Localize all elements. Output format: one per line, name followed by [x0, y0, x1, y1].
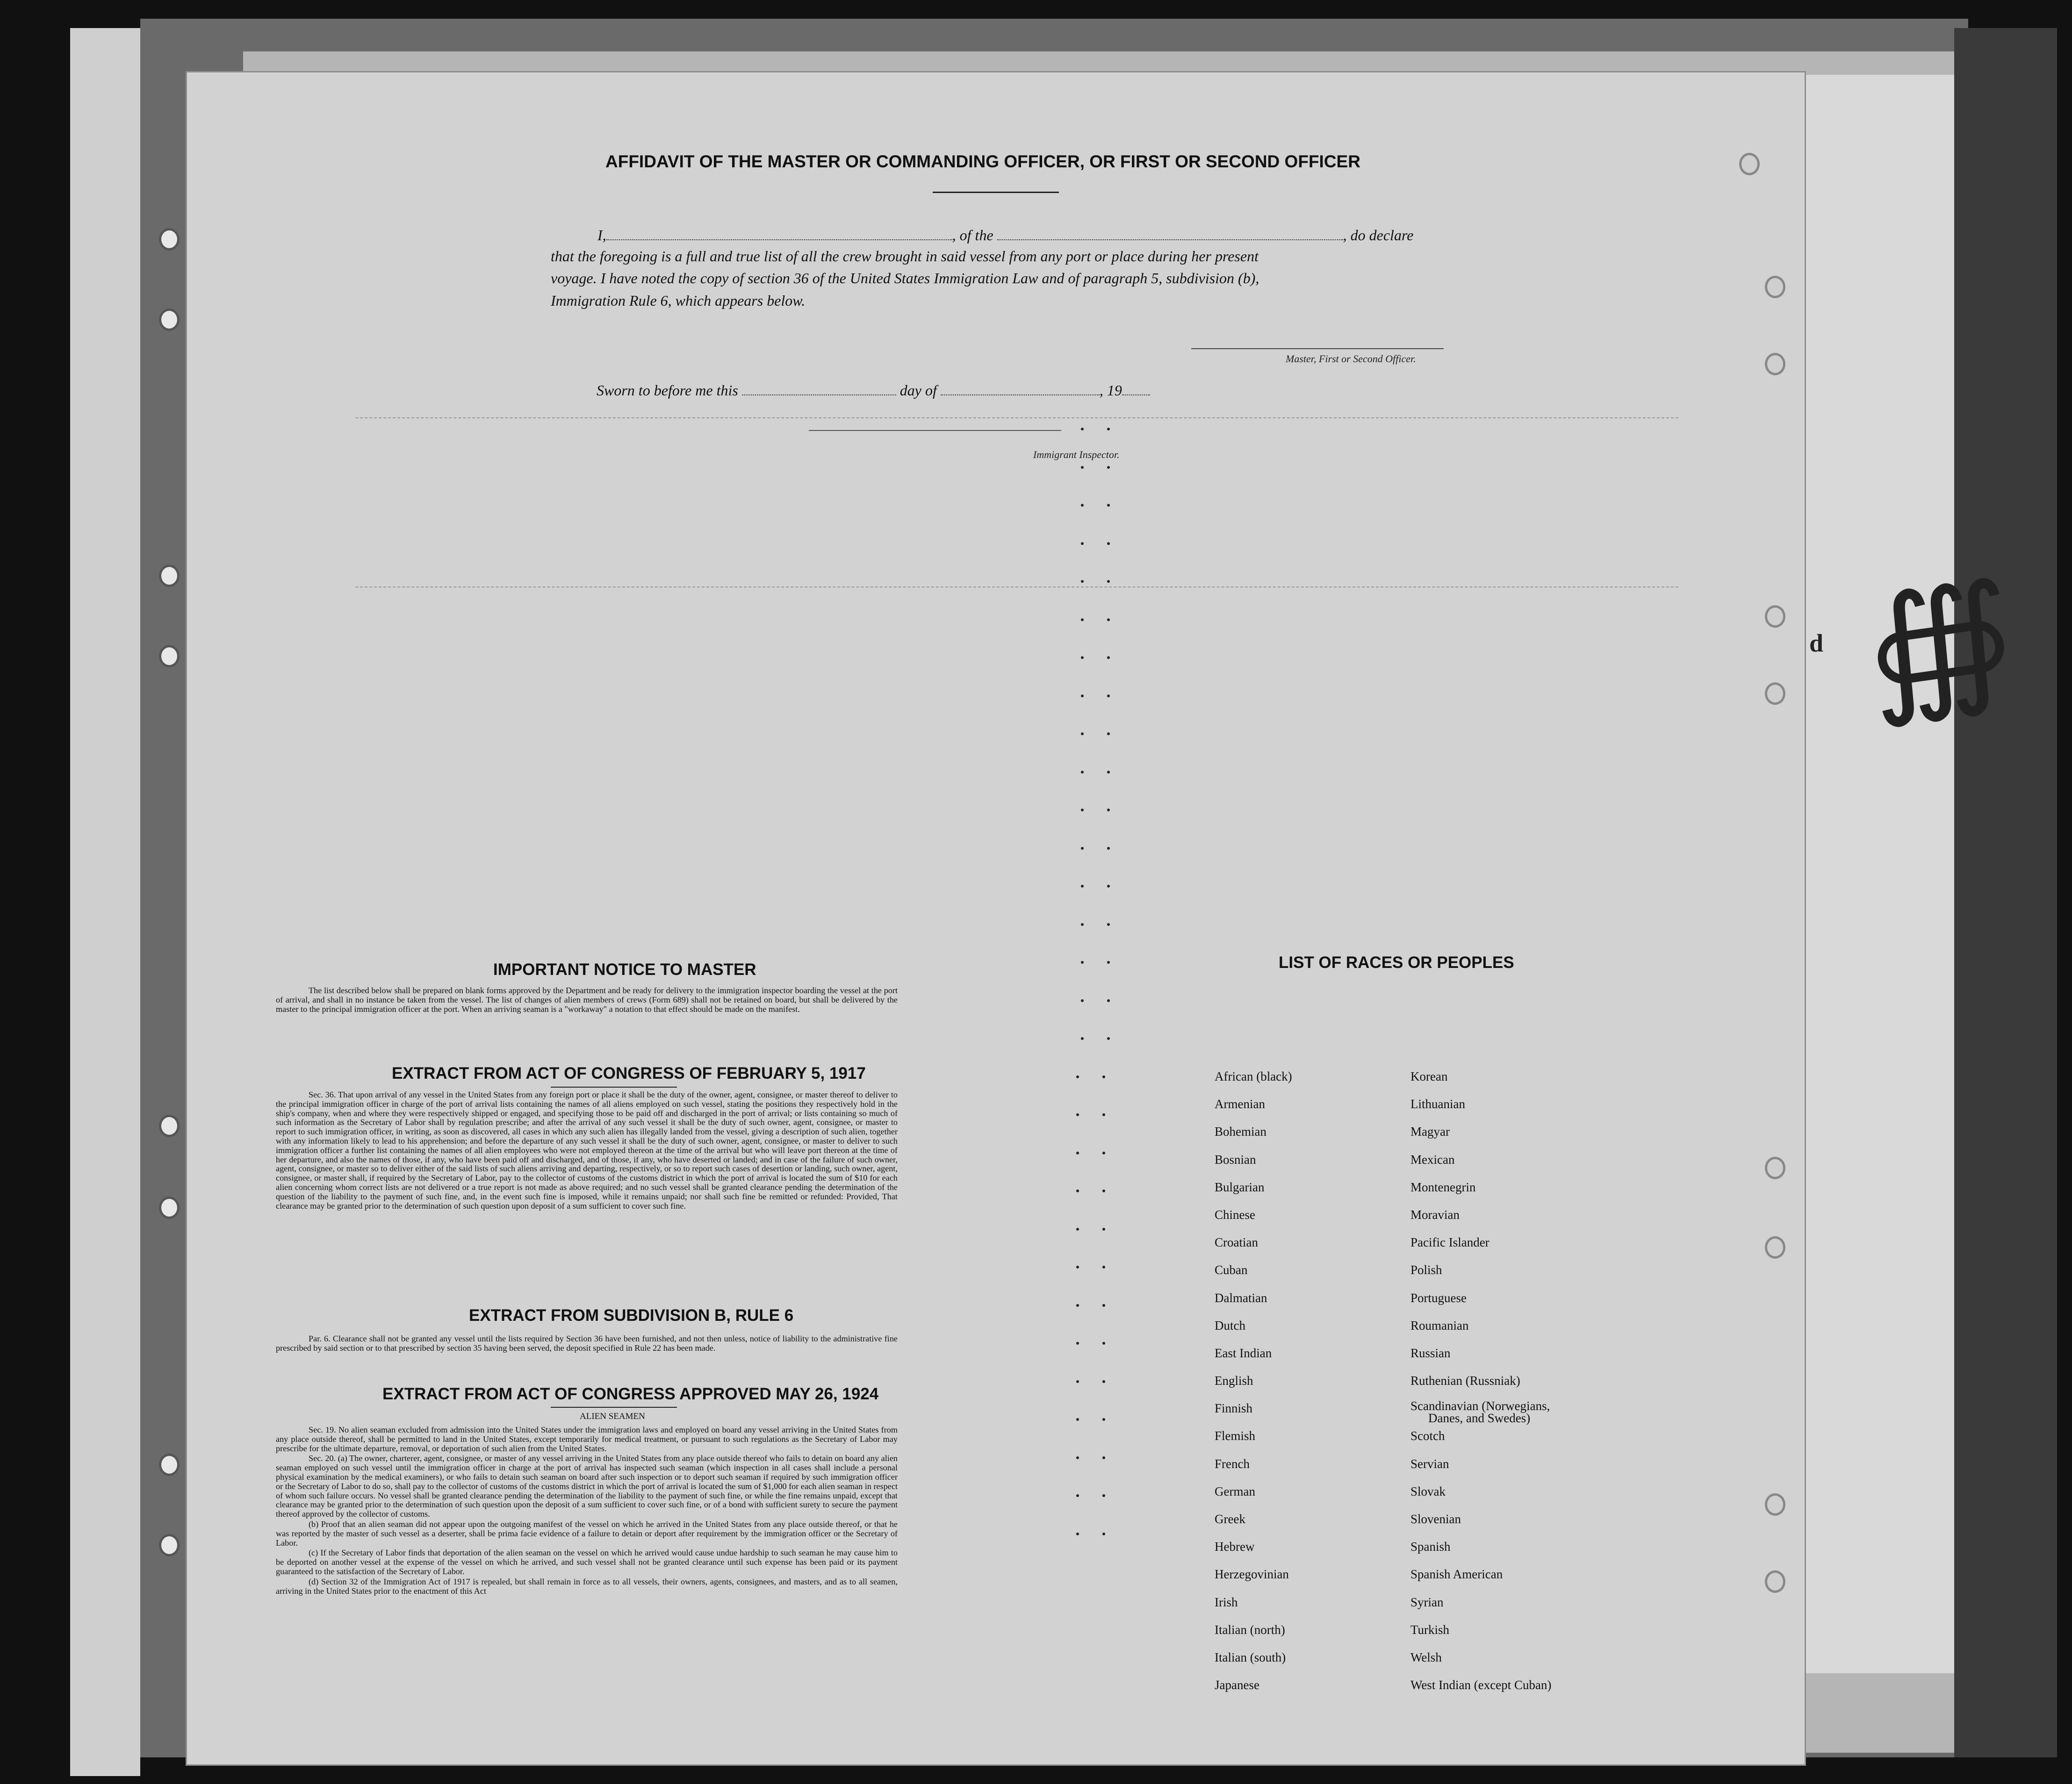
sec-20d-paragraph: (d) Section 32 of the Immigration Act of 1917 is repealed, but shall remain in force as to all vessels, their owners, agents, consignees, and masters, and as to all seamen, arriving in the United States prior to the enactment of this Act [276, 1576, 898, 1596]
race-item: Cuban [1215, 1263, 1248, 1277]
dot-mark [1107, 695, 1110, 697]
dot-mark [1102, 1456, 1105, 1459]
dot-mark [1107, 504, 1110, 507]
binder-hole [159, 1534, 180, 1556]
alien-seamen-subtitle: ALIEN SEAMEN [580, 1411, 645, 1421]
binder-hole [159, 645, 180, 667]
dot-mark [1081, 847, 1084, 850]
sec-20b-paragraph: (b) Proof that an alien seaman did not appear upon the outgoing manifest of the vessel on which he arrived in the United States from any place outside thereof, or that he was reported by the master of such vessel as a deserter, shall be prima facie evidence of a failure to detain or deport after requirement by the immigration officer or the Secretary of Labor. [276, 1519, 898, 1548]
day-blank[interactable] [742, 381, 896, 395]
dot-mark [1102, 1342, 1105, 1345]
underlying-sheet-edge [1800, 75, 1956, 1673]
of-the-label: , of the [952, 226, 993, 244]
binder-hole [159, 228, 180, 251]
race-item: French [1215, 1456, 1250, 1471]
faint-rule [355, 417, 1678, 418]
page-hole [1765, 1157, 1785, 1179]
notice-title: IMPORTANT NOTICE TO MASTER [493, 960, 756, 979]
race-item: Chinese [1215, 1207, 1255, 1222]
race-item: Herzegovinian [1215, 1567, 1289, 1582]
race-item: Dalmatian [1215, 1290, 1267, 1305]
dot-mark [1081, 999, 1084, 1002]
race-item: Slovenian [1410, 1512, 1461, 1526]
dot-mark [1081, 618, 1084, 621]
race-item: Irish [1215, 1595, 1238, 1609]
dot-mark [1076, 1189, 1079, 1192]
race-item: German [1215, 1484, 1255, 1498]
month-blank[interactable] [941, 381, 1100, 395]
dot-mark [1081, 466, 1084, 469]
dot-mark [1107, 999, 1110, 1002]
dot-mark [1107, 618, 1110, 621]
race-item: Russian [1410, 1346, 1451, 1360]
dot-mark [1102, 1418, 1105, 1421]
dot-mark [1107, 1037, 1110, 1040]
races-column-1 [1215, 1068, 1292, 1704]
extract-1917-paragraph: Sec. 36. That upon arrival of any vessel in the United States from any foreign port or place it shall be the duty of the owner, agent, consignee, or master thereof to deliver to the principal immigration officer in charge of the port of arrival lists containing the names of all aliens employed on such vessel, stating the positions they respectively hold in the ship's company, when and where they were respectively shipped or engaged, and specifying those to be paid off and discharged in the port of arrival; or lists containing so much of such information as the Secretary of Labor shall by regulation prescribe; and after the arrival of any such vessel it shall be the duty of such owner, agent, consignee, or master to report to such immigration officer, in writing, as soon as discovered, all cases in which any such alien has illegally landed from the vessel, giving a description of such alien, together with any information likely to lead to his apprehension; and before the departure of any such vessel it shall be the duty of such owner, agent, consignee, or master to deliver to such immigration officer a further list containing the names of all alien employees who were not employed thereon at the time of the arrival but who will leave port thereon at the time of her departure, and also the names of those, if any, who have been paid off and discharged, and of those, if any, who have deserted or landed; and in case of the failure of such owner, agent, consignee, or master so to deliver either of the said lists of such aliens arriving and departing, respectively, or so to report such cases of desertion or landing, such owner, agent, consignee, or master shall, if required by the Secretary of Labor, pay to the collector of customs of the customs district in which the port of arrival is located the sum of $10 for each alien concerning whom correct lists are not delivered or a true report is not made as above required; and no such vessel shall be granted clearance pending the determination of the question of the liability to the payment of such fine, and, in the event such fine is imposed, while it remains unpaid; nor shall such fine be remitted or refunded: Provided, That clearance may be granted prior to the determination of such question upon deposit of a sum sufficient to cover such fine. [276, 1090, 898, 1211]
i-label: I, [597, 226, 606, 244]
race-item: Scotch [1410, 1429, 1445, 1443]
dot-mark [1102, 1304, 1105, 1307]
dot-mark [1076, 1380, 1079, 1383]
extract-1917-title: EXTRACT FROM ACT OF CONGRESS OF FEBRUARY 5, 1917 [392, 1064, 866, 1082]
race-item: Roumanian [1410, 1318, 1469, 1333]
race-item: Scandinavian (Norwegians, Danes, and Swedes) [1410, 1400, 1551, 1427]
dot-mark [1076, 1075, 1079, 1078]
dot-mark [1107, 923, 1110, 926]
dot-mark [1081, 961, 1084, 964]
race-item: Flemish [1215, 1429, 1256, 1443]
race-item: English [1215, 1374, 1253, 1388]
dot-mark [1107, 656, 1110, 659]
race-item: Montenegrin [1410, 1180, 1476, 1194]
races-column-2 [1410, 1068, 1551, 1704]
page-hole [1765, 1236, 1785, 1259]
sworn-prefix: Sworn to before me this [597, 381, 738, 399]
race-item-continuation: Danes, and Swedes) [1428, 1411, 1531, 1426]
dot-mark [1102, 1152, 1105, 1154]
race-item: Ruthenian (Russniak) [1410, 1374, 1520, 1388]
race-item: Korean [1410, 1069, 1448, 1083]
dot-mark [1081, 504, 1084, 507]
race-item: Finnish [1215, 1401, 1253, 1416]
title-rule [933, 192, 1059, 193]
extract-1924-text [276, 1426, 898, 1597]
race-item: Magyar [1410, 1125, 1450, 1139]
dot-mark [1107, 732, 1110, 735]
extract-1917-rule [551, 1087, 677, 1088]
dot-mark [1107, 428, 1110, 430]
sworn-line [597, 381, 1150, 399]
dot-mark [1076, 1304, 1079, 1307]
inspector-signature-line[interactable] [809, 430, 1061, 431]
side-mark: d [1809, 629, 1824, 657]
race-item: Turkish [1410, 1622, 1450, 1637]
dot-mark [1102, 1189, 1105, 1192]
dot-mark [1107, 580, 1110, 583]
dot-mark [1076, 1228, 1079, 1231]
race-item: Armenian [1215, 1097, 1265, 1111]
dot-mark [1076, 1113, 1079, 1116]
dot-mark [1102, 1533, 1105, 1535]
page-hole [1765, 276, 1785, 298]
dot-mark [1076, 1456, 1079, 1459]
dot-mark [1107, 885, 1110, 888]
form-page [187, 72, 1805, 1764]
page-hole [1765, 605, 1785, 628]
race-item: West Indian (except Cuban) [1410, 1678, 1552, 1692]
page-hole [1765, 1570, 1785, 1593]
race-item: Bosnian [1215, 1152, 1256, 1167]
dot-mark [1081, 923, 1084, 926]
race-item: Spanish American [1410, 1567, 1503, 1582]
rule6-text [276, 1334, 898, 1354]
dot-mark [1081, 428, 1084, 430]
dot-mark [1081, 809, 1084, 811]
binder-hole [159, 308, 180, 331]
race-item: Polish [1410, 1263, 1442, 1277]
dot-mark [1081, 580, 1084, 583]
race-item: Moravian [1410, 1207, 1460, 1222]
dot-mark [1107, 466, 1110, 469]
page-hole [1739, 153, 1760, 175]
signature-label: Master, First or Second Officer. [1286, 353, 1416, 365]
affidavit-line-1 [597, 226, 1413, 244]
race-item: Pacific Islander [1410, 1235, 1489, 1250]
dot-mark [1107, 847, 1110, 850]
day-of-label: day of [899, 381, 937, 399]
rule6-title: EXTRACT FROM SUBDIVISION B, RULE 6 [469, 1306, 794, 1325]
affidavit-line-2: that the foregoing is a full and true list of all the crew brought in said vessel from any port or place during her present [551, 248, 1259, 265]
dot-mark [1107, 961, 1110, 964]
race-item: Greek [1215, 1512, 1245, 1526]
race-item: Bohemian [1215, 1125, 1266, 1139]
dot-mark [1081, 771, 1084, 774]
race-item: Servian [1410, 1456, 1449, 1471]
notice-text [276, 986, 898, 1015]
race-item: Welsh [1410, 1650, 1442, 1664]
binder-hole [159, 1115, 180, 1137]
extract-1924-rule [551, 1407, 677, 1408]
race-item: Dutch [1215, 1318, 1245, 1333]
affidavit-title: AFFIDAVIT OF THE MASTER OR COMMANDING OFFICER, OR FIRST OR SECOND OFFICER [605, 152, 1360, 171]
dot-mark [1076, 1494, 1079, 1497]
dot-mark [1081, 885, 1084, 888]
rule6-paragraph: Par. 6. Clearance shall not be granted any vessel until the lists required by Section 36 have been furnished, and not then unless, notice of liability to the administrative fine prescribed by said section or to that prescribed by section 35 having been served, the deposit specified in Rule 22 has been made. [276, 1334, 898, 1353]
page-hole [1765, 353, 1785, 375]
vessel-name-blank[interactable] [997, 226, 1343, 240]
race-item: Mexican [1410, 1152, 1455, 1167]
race-item: Lithuanian [1410, 1097, 1465, 1111]
extract-1924-title: EXTRACT FROM ACT OF CONGRESS APPROVED MAY 26, 1924 [382, 1385, 879, 1403]
inspector-label: Immigrant Inspector. [1033, 449, 1120, 460]
dot-mark [1076, 1342, 1079, 1345]
dot-mark [1076, 1418, 1079, 1421]
left-page-edge [70, 28, 140, 1776]
race-item: Bulgarian [1215, 1180, 1265, 1194]
dot-mark [1102, 1494, 1105, 1497]
year-label: , 19 [1099, 381, 1122, 399]
dot-mark [1076, 1266, 1079, 1268]
race-item: Syrian [1410, 1595, 1444, 1609]
dot-mark [1081, 542, 1084, 545]
dot-mark [1102, 1113, 1105, 1116]
binder-hole [159, 565, 180, 587]
affidavit-line-4: Immigration Rule 6, which appears below. [551, 292, 806, 309]
dot-mark [1107, 771, 1110, 774]
race-item: East Indian [1215, 1346, 1272, 1360]
sec-20a-paragraph: Sec. 20. (a) The owner, charterer, agent, consignee, or master of any vessel arriving in the United States from any place outside thereof who fails to detain on board any alien seaman employed on such vessel until the immigration officer in charge at the port of arrival has inspected such seaman (which inspection in all cases shall include a personal physical examination by the medical examiners), or who fails to detain such seaman on board after such inspection or to deport such seaman if required by such immigration officer or the Secretary of Labor to do so, shall pay to the collector of customs of the customs district in which the port of arrival is located the sum of $1,000 for each alien seaman in respect of whom such failure occurs. No vessel shall be granted clearance pending the determination of the liability to the payment of such fine, or while the fine remains unpaid, except that clearance may be granted prior to the determination of such question upon the deposit of a sum sufficient to cover such fine, or of a bond with sufficient surety to secure the payment thereof approved by the collector of customs. [276, 1454, 898, 1519]
races-title: LIST OF RACES OR PEOPLES [1279, 953, 1514, 972]
dot-mark [1107, 542, 1110, 545]
handwritten-mark: ∰ [1855, 551, 2024, 734]
sec-20c-paragraph: (c) If the Secretary of Labor finds that deportation of the alien seaman on the vessel on which he arrived would cause undue hardship to such seaman he may cause him to be deported on another vessel at the expense of the vessel on which he arrived, and such vessel shall not be granted clearance until such expense has been paid or its payment guaranteed to the satisfaction of the Secretary of Labor. [276, 1548, 898, 1576]
race-item: Slovak [1410, 1484, 1446, 1498]
dot-mark [1107, 809, 1110, 811]
notice-paragraph: The list described below shall be prepared on blank forms approved by the Department and be ready for delivery to the immigration inspector boarding the vessel at the port of arrival, and shall in no instance be taken from the vessel. The list of changes of alien members of crews (Form 689) shall not be retained on board, but shall be delivered by the master to the principal immigration officer at the port. When an arriving seaman is a "workaway" a notation to that effect should be made on the manifest. [276, 986, 898, 1014]
signature-line[interactable] [1191, 348, 1444, 349]
dot-mark [1081, 695, 1084, 697]
binder-hole [159, 1196, 180, 1219]
affidavit-line-3: voyage. I have noted the copy of section 36 of the United States Immigration Law and of paragraph 5, subdivision (b), [551, 270, 1259, 287]
race-item: Croatian [1215, 1235, 1258, 1250]
dot-mark [1076, 1152, 1079, 1154]
dot-mark [1102, 1266, 1105, 1268]
dot-mark [1102, 1380, 1105, 1383]
right-binder-strip [1954, 28, 2057, 1757]
race-item: Hebrew [1215, 1540, 1255, 1554]
declare-label: , do declare [1343, 226, 1414, 244]
race-item: African (black) [1215, 1069, 1292, 1083]
race-item: Spanish [1410, 1540, 1451, 1554]
race-item: Japanese [1215, 1678, 1259, 1692]
extract-1917-text [276, 1090, 898, 1211]
dot-mark [1102, 1228, 1105, 1231]
binder-hole [159, 1454, 180, 1476]
race-item: Italian (south) [1215, 1650, 1286, 1664]
dot-mark [1081, 732, 1084, 735]
dot-mark [1081, 656, 1084, 659]
dot-mark [1081, 1037, 1084, 1040]
race-item: Italian (north) [1215, 1622, 1285, 1637]
sec-19-paragraph: Sec. 19. No alien seaman excluded from admission into the United States under the immigration laws and employed on board any vessel arriving in the United States from any place outside thereof, shall be permitted to land in the United States, except temporarily for medical treatment, or pursuant to such regulations as the Secretary of Labor may prescribe for the ultimate departure, removal, or deportation of such alien from the United States. [276, 1425, 898, 1453]
dot-mark [1102, 1075, 1105, 1078]
officer-name-blank[interactable] [606, 226, 952, 240]
year-blank[interactable] [1122, 381, 1150, 395]
faint-rule [355, 587, 1678, 588]
page-hole [1765, 682, 1785, 705]
race-item: Portuguese [1410, 1290, 1467, 1305]
page-hole [1765, 1493, 1785, 1516]
dot-mark [1076, 1533, 1079, 1535]
